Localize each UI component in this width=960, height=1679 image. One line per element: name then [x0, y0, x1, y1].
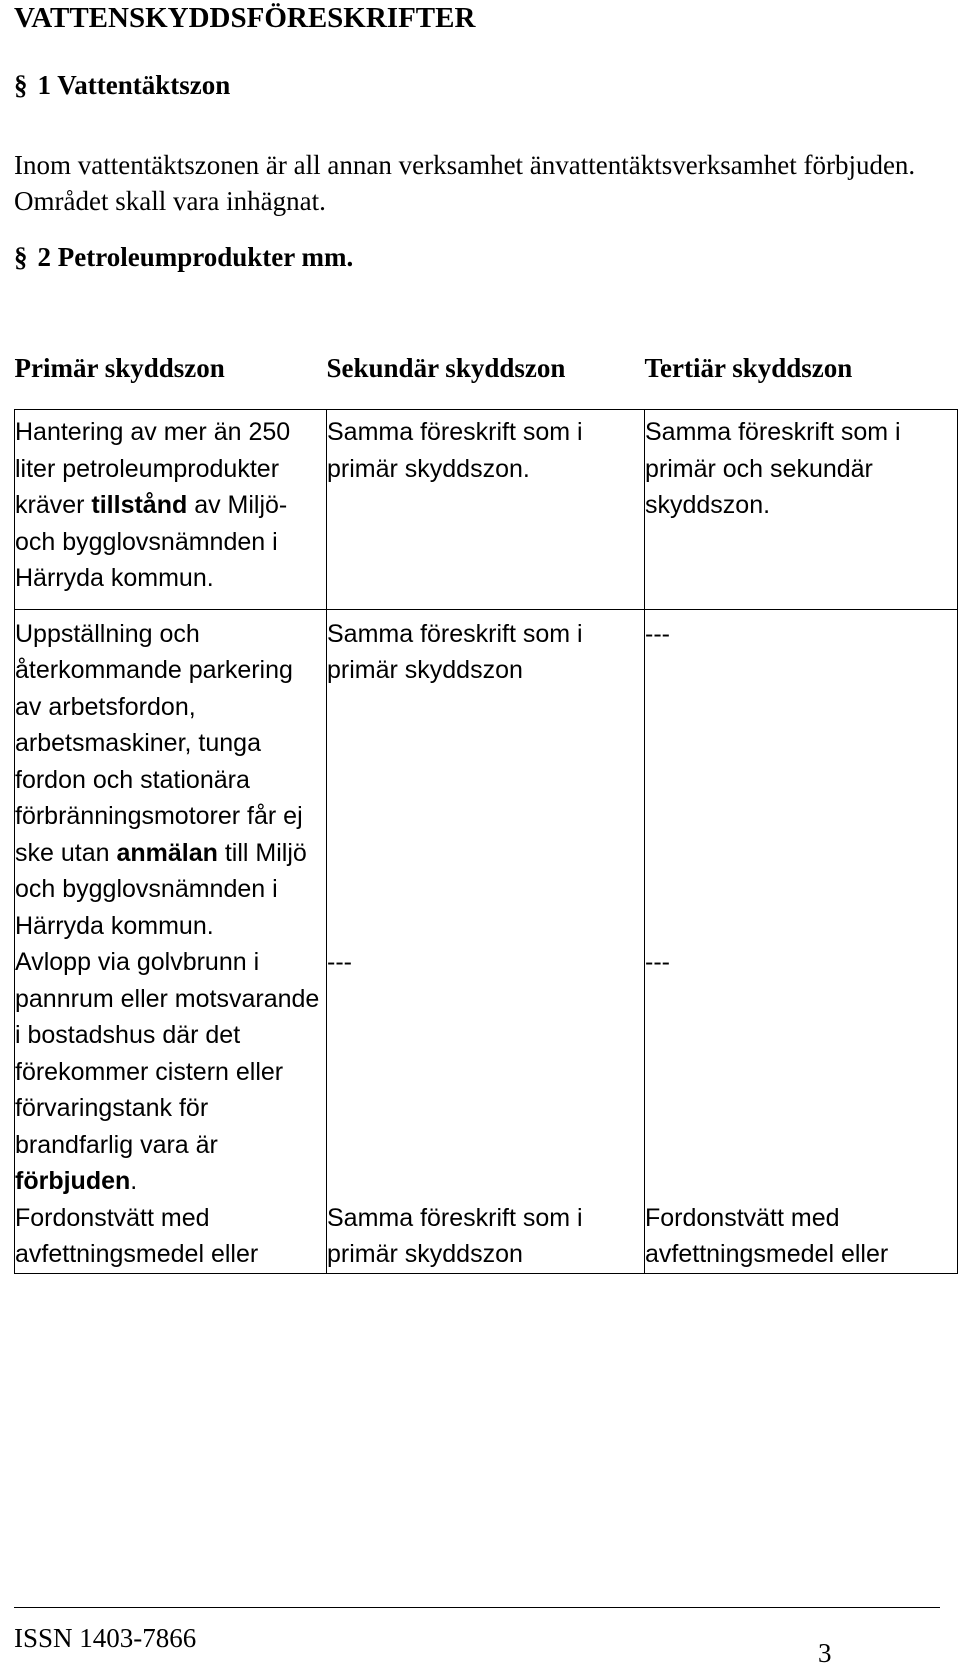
issn-number: ISSN 1403-7866	[14, 1623, 197, 1653]
cell-primary: Avlopp via golvbrunn i pannrum eller motsvarande i bostadshus där det förekommer cistern eller förvaringstank för brandfarlig vara är förbjuden.	[15, 944, 327, 1200]
section-symbol: §	[14, 70, 28, 100]
section-heading-1	[14, 68, 230, 102]
cell-tertiary: Fordonstvätt med avfettningsmedel eller	[645, 1200, 958, 1274]
document-title: VATTENSKYDDSFÖRESKRIFTER	[14, 2, 476, 34]
cell-secondary: ---	[327, 944, 645, 1200]
page-number: 3	[818, 1638, 832, 1668]
section-heading-2-text: 2 Petroleumprodukter mm.	[37, 242, 354, 272]
cell-primary: Uppställning och återkommande parkering av arbetsfordon, arbetsmaskiner, tunga fordon och stationära förbränningsmotorer får ej ske utan anmälan till Miljö och bygglovsnämnden i Härryda kommun.	[15, 609, 327, 944]
section-heading-1-text: 1 Vattentäktszon	[37, 70, 231, 100]
table-header-row	[15, 351, 958, 410]
cell-tertiary: Samma föreskrift som i primär och sekundär skyddszon.	[645, 410, 958, 610]
cell-primary: Hantering av mer än 250 liter petroleumprodukter kräver tillstånd av Miljö- och bygglovsnämnden i Härryda kommun.	[15, 410, 327, 610]
cell-tertiary: ---	[645, 944, 958, 1200]
table-row	[15, 609, 958, 944]
header-tertiary-zone: Tertiär skyddszon	[644, 353, 853, 383]
table-row	[15, 410, 958, 610]
footer-divider	[14, 1607, 940, 1608]
section-1-text: Inom vattentäktszonen är all annan verksamhet änvattentäktsverksamhet förbjuden. Området skall vara inhägnat.	[14, 150, 916, 216]
cell-secondary: Samma föreskrift som i primär skyddszon	[327, 609, 645, 944]
emphasis-permit: tillstånd	[91, 491, 188, 519]
cell-primary: Fordonstvätt med avfettningsmedel eller	[15, 1200, 327, 1274]
table-row	[15, 944, 958, 1200]
header-primary-zone: Primär skyddszon	[14, 353, 225, 383]
cell-secondary: Samma föreskrift som i primär skyddszon.	[327, 410, 645, 610]
cell-tertiary: ---	[645, 609, 958, 944]
table-row	[15, 1200, 958, 1274]
protection-zone-table	[14, 351, 958, 1274]
emphasis-forbidden: förbjuden	[15, 1167, 131, 1195]
section-heading-2	[14, 240, 353, 274]
header-secondary-zone: Sekundär skyddszon	[326, 353, 566, 383]
section-symbol: §	[14, 242, 28, 272]
emphasis-notification: anmälan	[116, 838, 218, 867]
cell-secondary: Samma föreskrift som i primär skyddszon	[327, 1200, 645, 1274]
